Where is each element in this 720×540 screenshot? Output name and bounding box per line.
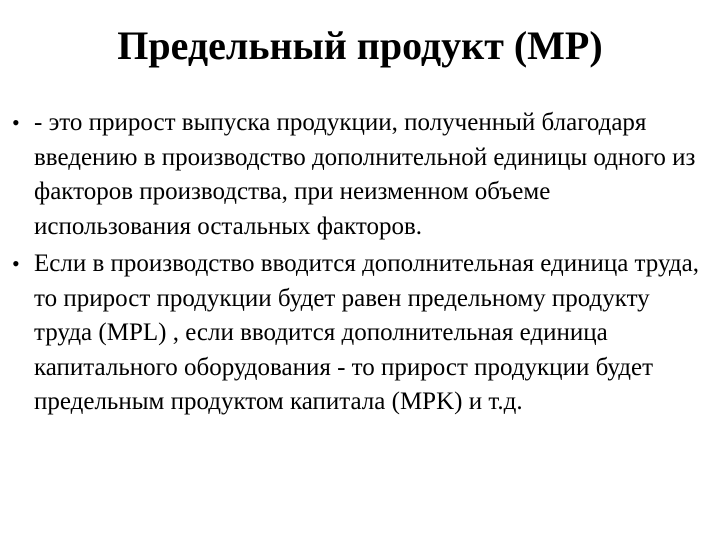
bullet-text-definition: - это прирост выпуска продукции, полученный благодаря введению в производство дополнительной единицы одного из факторов производства, при неизменном объеме использования остальных факторов. [34,109,696,240]
bullet-item-definition [12,106,712,244]
bullet-list [12,106,712,423]
slide-title: Предельный продукт (МР) [117,23,603,68]
bullet-dot-icon: • [12,110,20,135]
bullet-item-example [12,247,712,420]
bullet-text-example: Если в производство вводится дополнительная единица труда, то прирост продукции будет равен предельному продукту труда (MPL) , если вводится дополнительная единица капитального оборудования - то прирост продукции будет предельным продуктом капитала (MPK) и т.д. [34,250,699,415]
bullet-dot-icon: • [12,251,20,276]
